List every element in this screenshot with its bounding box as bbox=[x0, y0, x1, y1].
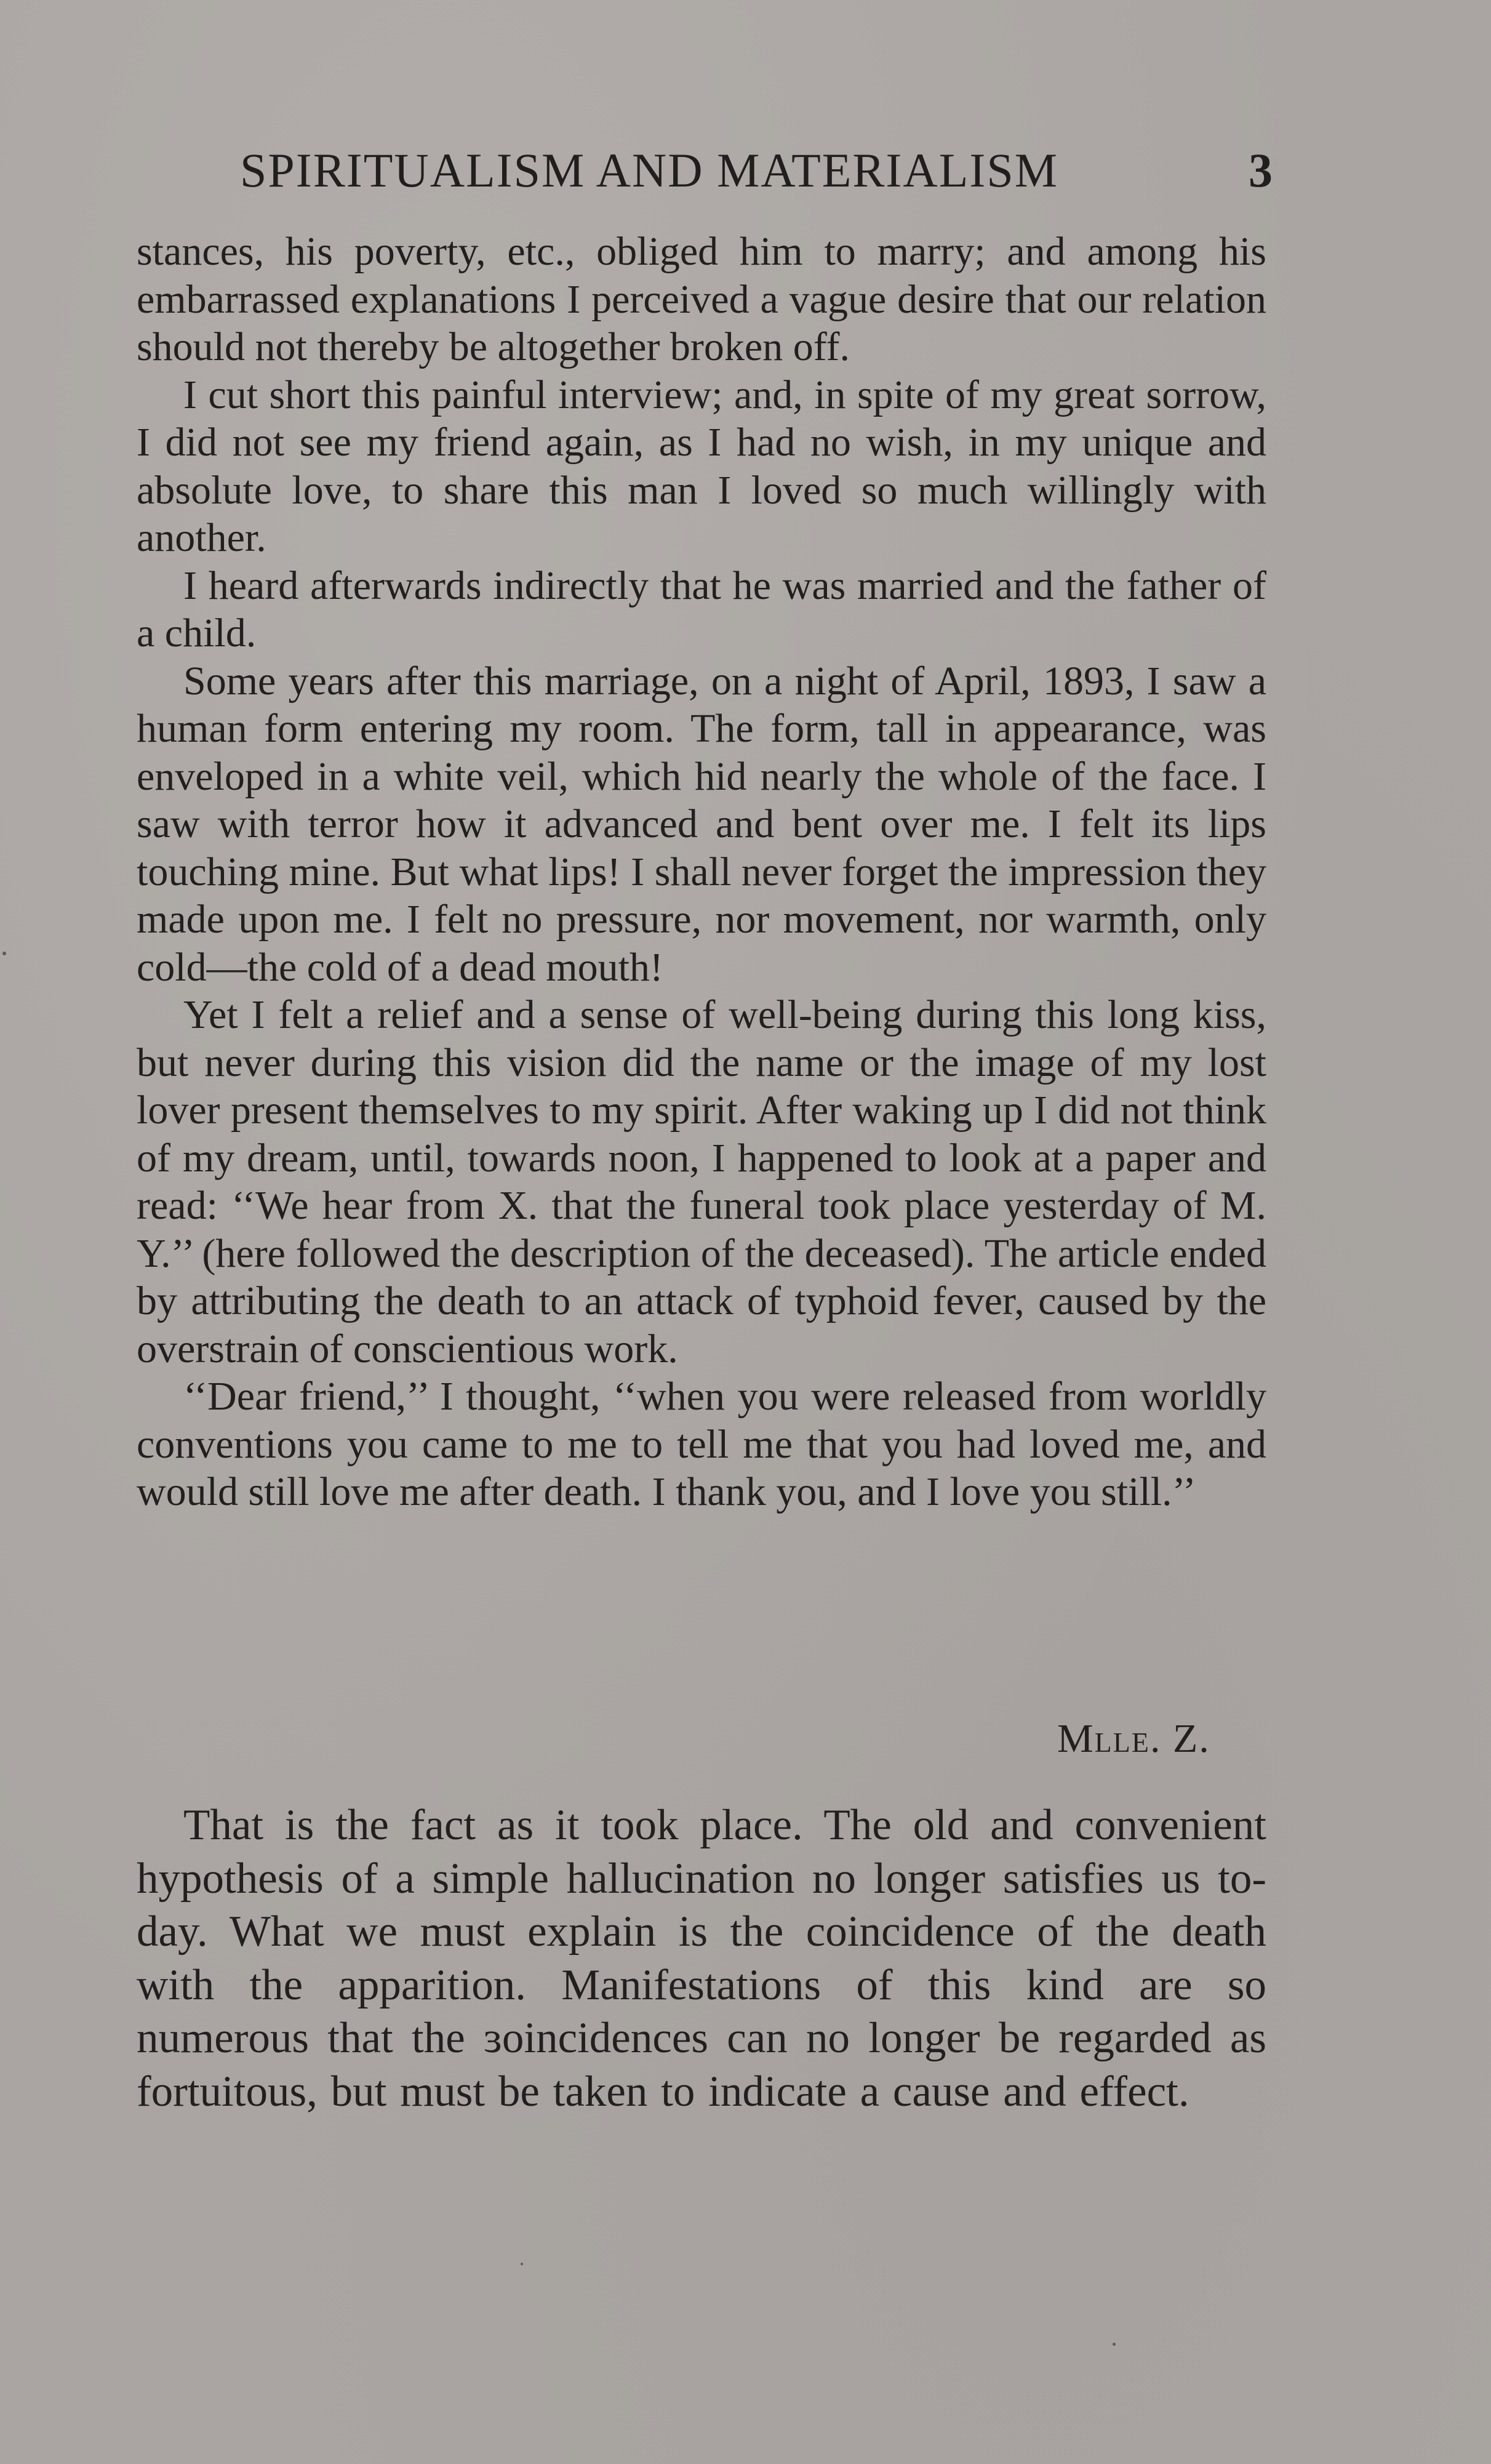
paper-speck bbox=[2, 952, 6, 955]
paragraph: Yet I felt a relief and a sense of well-being during this long kiss, but never during this vision did the name or the image of my lost lover present themselves to my spirit. After waking up I did not think of my dream, until, towards noon, I happened to look at a paper and read: ‘‘We hear from X. that the funeral took place yesterday of M. Y.’’ (here followed the description of the deceased). The article ended by attributing the death to an attack of typhoid fever, caused by the overstrain of conscientious work. bbox=[137, 992, 1266, 1371]
paragraph: That is the fact as it took place. The old and convenient hypothesis of a simple hallucination no longer satisfies us to-day. What we must explain is the coincidence of the death with the apparition. Manifestations of this kind are so numerous that the ɜoincidences can no longer be regarded as fortuitous, but must be taken to indicate a cause and effect. bbox=[137, 1801, 1266, 2116]
paragraph: ‘‘Dear friend,’’ I thought, ‘‘when you were released from worldly conventions you came to me to tell me that you had loved me, and would still love me after death. I thank you, and I love you still.’’ bbox=[137, 1374, 1266, 1514]
commentary-body bbox=[137, 1799, 1266, 2119]
letter-body bbox=[137, 228, 1266, 1516]
running-head bbox=[240, 143, 1274, 198]
paragraph: I cut short this painful interview; and, in spite of my great sorrow, I did not see my friend again, as I had no wish, in my unique and absolute love, to share this man I loved so much willingly with another. bbox=[137, 372, 1266, 560]
letter-signature: Mlle. Z. bbox=[1057, 1716, 1210, 1761]
paper-speck bbox=[1113, 2343, 1116, 2346]
paper-speck bbox=[521, 2263, 523, 2265]
page-number: 3 bbox=[1249, 143, 1274, 197]
paragraph: I heard afterwards indirectly that he was married and the father of a child. bbox=[137, 563, 1266, 656]
paragraph: Some years after this marriage, on a night of April, 1893, I saw a human form entering my room. The form, tall in appearance, was enveloped in a white veil, which hid nearly the whole of the face. I saw with terror how it advanced and bent over me. I felt its lips touching mine. But what lips! I shall never forget the impression they made upon me. I felt no pressure, nor movement, nor warmth, only cold—the cold of a dead mouth! bbox=[137, 658, 1266, 990]
paragraph: stances, his poverty, etc., obliged him to marry; and among his embarrassed explanations I perceived a vague desire that our relation should not thereby be altogether broken off. bbox=[137, 229, 1266, 369]
running-title: SPIRITUALISM AND MATERIALISM bbox=[240, 143, 1059, 197]
